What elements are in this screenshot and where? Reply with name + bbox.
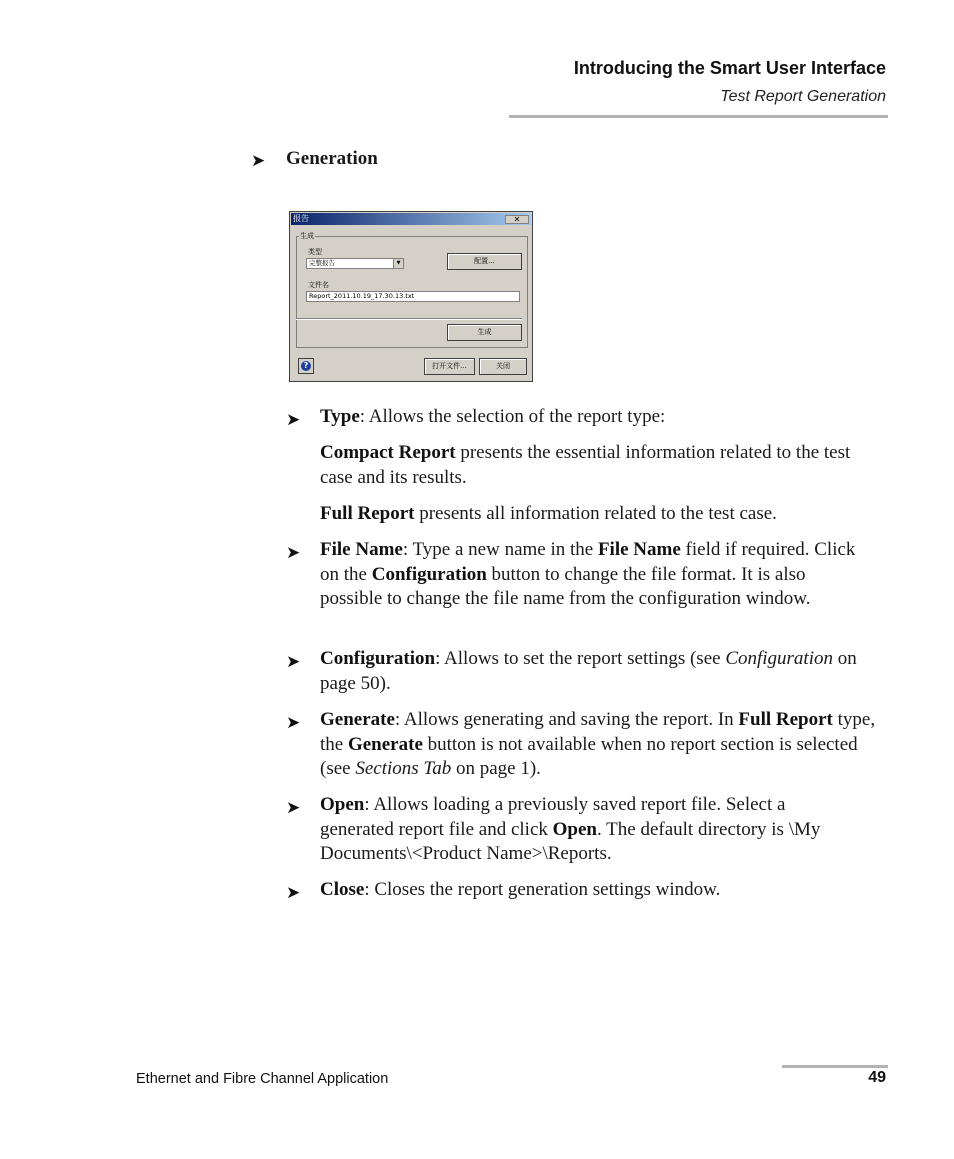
type-label: 类型	[308, 248, 322, 256]
description: button is not available when no report section is selected (see	[320, 733, 858, 779]
description: : Type a new name in the	[402, 539, 598, 560]
running-header-subtitle: Test Report Generation	[720, 88, 886, 105]
term: File Name	[597, 539, 681, 560]
term: Generate	[347, 733, 423, 755]
section-heading: Generation	[286, 148, 378, 169]
configuration-button[interactable]: 配置...	[447, 253, 522, 270]
configuration-item	[320, 647, 890, 696]
header-rule	[509, 115, 888, 118]
term: Compact Report	[320, 442, 456, 463]
term: File Name	[320, 539, 403, 560]
cross-reference: Configuration	[725, 648, 833, 669]
arrow-bullet-icon: ➤	[286, 798, 301, 817]
term: Open	[552, 818, 597, 840]
description: : Allows loading a previously saved report file. Select a generated report file and click	[320, 794, 786, 840]
description: button to change the file format. It is also possible to change the file name from the configuration window.	[320, 563, 811, 609]
term: Close	[320, 879, 365, 900]
term: Full Report	[320, 503, 415, 524]
page-number: 49	[868, 1069, 886, 1086]
description: : Allows to set the report settings (see	[435, 648, 726, 669]
arrow-bullet-icon: ➤	[286, 713, 301, 732]
description: : Closes the report generation settings window.	[364, 879, 721, 900]
generate-button[interactable]: 生成	[447, 324, 522, 341]
description: on page 1).	[451, 758, 541, 779]
report-dialog-screenshot	[289, 211, 533, 382]
open-file-button[interactable]: 打开文件...	[424, 358, 475, 375]
term: Type	[320, 406, 360, 427]
term: Configuration	[371, 563, 487, 585]
close-icon[interactable]: ✕	[505, 215, 529, 224]
description: presents the essential information related to the test case and its results.	[320, 442, 851, 488]
footer-rule	[782, 1065, 888, 1068]
description: : Allows generating and saving the report. In	[394, 709, 739, 730]
type-item	[320, 405, 890, 430]
term: Generate	[320, 709, 395, 730]
type-select[interactable]	[306, 258, 404, 269]
close-item	[320, 878, 890, 903]
close-button[interactable]: 关闭	[479, 358, 527, 375]
dialog-titlebar	[291, 213, 531, 225]
open-item	[320, 793, 860, 867]
filename-label: 文件名	[308, 281, 329, 289]
arrow-bullet-icon: ➤	[251, 151, 266, 170]
term: Open	[320, 794, 365, 815]
arrow-bullet-icon: ➤	[286, 543, 301, 562]
filename-input[interactable]: Report_2011.10.19_17.30.13.txt	[306, 291, 520, 302]
running-header-title: Introducing the Smart User Interface	[573, 58, 886, 78]
description: : Allows the selection of the report type:	[359, 406, 666, 427]
compact-report-item	[320, 441, 885, 490]
description: field if required. Click on the	[320, 539, 856, 585]
file-name-item	[320, 538, 870, 612]
description: presents all information related to the test case.	[414, 503, 777, 524]
generate-item	[320, 708, 890, 782]
help-button[interactable]	[298, 358, 314, 374]
term: Full Report	[738, 709, 833, 730]
arrow-bullet-icon: ➤	[286, 883, 301, 902]
full-report-item	[320, 502, 890, 527]
arrow-bullet-icon: ➤	[286, 652, 301, 671]
description: type, the	[320, 709, 876, 755]
term: Configuration	[320, 648, 436, 669]
arrow-bullet-icon: ➤	[286, 410, 301, 429]
footer-title: Ethernet and Fibre Channel Application	[136, 1071, 389, 1087]
chevron-down-icon[interactable]: ▼	[393, 259, 403, 268]
group-label: 生成	[300, 232, 314, 240]
description: . The default directory is \My Documents\<Product Name>\Reports.	[320, 818, 821, 864]
description: on page 50).	[320, 648, 857, 694]
dialog-title: 报告	[293, 214, 309, 223]
help-icon: ?	[301, 361, 311, 371]
divider	[296, 318, 522, 320]
cross-reference: Sections Tab	[355, 758, 452, 779]
type-select-value: 完整报告	[309, 259, 335, 267]
